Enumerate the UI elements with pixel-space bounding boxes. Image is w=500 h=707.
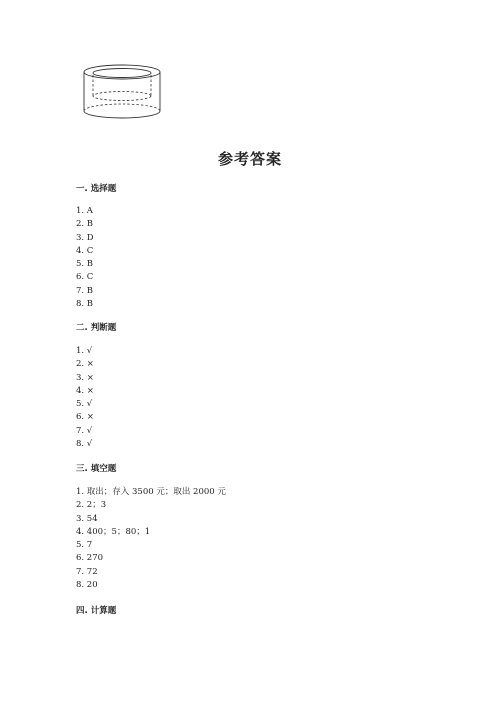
answer-item: 8. B xyxy=(76,299,94,310)
answer-list-choice xyxy=(76,205,94,311)
answer-item: 3. D xyxy=(76,232,94,243)
answer-item: 7. 72 xyxy=(76,566,98,577)
answer-item: 5. 7 xyxy=(76,540,93,551)
page-title: 参考答案 xyxy=(217,150,282,168)
answer-item: 4. C xyxy=(76,245,94,256)
answer-item: 5. √ xyxy=(76,399,93,410)
answer-item: 7. √ xyxy=(76,425,93,436)
section-heading-choice: 一. 选择题 xyxy=(76,184,117,194)
answer-item: 7. B xyxy=(76,285,94,296)
answer-item: 1. √ xyxy=(76,346,93,356)
answer-item: 8. 20 xyxy=(76,580,98,591)
answer-item: 2. B xyxy=(76,219,94,230)
answer-item: 5. B xyxy=(76,259,94,270)
answer-item: 6. 270 xyxy=(76,553,104,564)
hollow-cylinder-figure xyxy=(76,62,168,126)
answer-item: 3. × xyxy=(76,372,94,383)
section-heading-judgment: 二. 判断题 xyxy=(76,323,117,333)
answer-item: 1. 取出；存入 3500 元；取出 2000 元 xyxy=(76,487,226,497)
answer-list-fill-in xyxy=(76,486,226,592)
answer-item: 4. 400；5；80；1 xyxy=(76,526,151,537)
answer-item: 8. √ xyxy=(76,439,93,450)
answer-item: 4. × xyxy=(76,385,94,396)
answer-item: 2. × xyxy=(76,359,94,370)
answer-item: 6. × xyxy=(76,412,94,423)
section-heading-fill-in: 三. 填空题 xyxy=(76,464,117,474)
section-heading-calculation: 四. 计算题 xyxy=(76,606,117,616)
answer-item: 1. A xyxy=(76,206,93,216)
answer-item: 2. 2；3 xyxy=(76,500,107,511)
answer-item: 6. C xyxy=(76,272,94,283)
answer-item: 3. 54 xyxy=(76,513,98,524)
answer-list-judgment xyxy=(76,345,94,451)
